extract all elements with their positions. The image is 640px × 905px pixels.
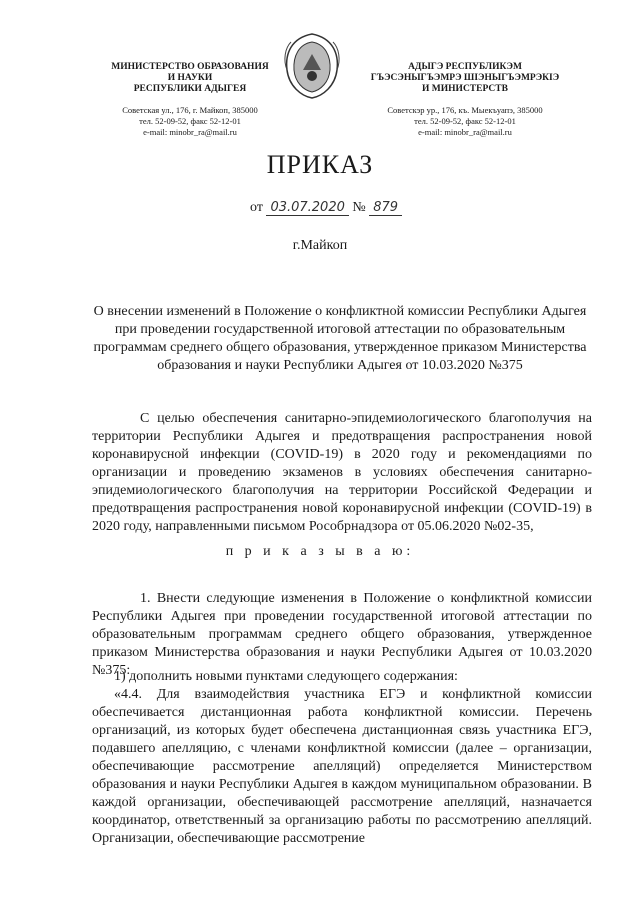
preamble-paragraph: С целью обеспечения санитарно-эпидемиологического благополучия на территории Республики Адыгея и предотвращения распространения новой коронавирусной инфекции (COVID-19) в 2020 году и рекомендациями по организации и проведению экзаменов в условиях обеспечения санитарно-эпидемиологического благополучия на территории Российской Федерации и предотвращения распространения новой коронавирусной инфекции (COVID-19) в 2020 году, направленными письмом Рособрнадзора от 05.06.2020 №02-35, bbox=[92, 411, 592, 534]
ministry-name-ady: АДЫГЭ РЕСПУБЛИКЭМ ГЪЭСЭНЫГЪЭМРЭ ШIЭНЫГЪЭМРЭКIЭ И МИНИСТЕРСТВ bbox=[370, 62, 560, 94]
order-date: 03.07.2020 bbox=[266, 200, 348, 216]
ministry-contact-ru: Советская ул., 176, г. Майкоп, 385000 тел. 52-09-52, факс 52-12-01 e-mail: minobr_ra@mail.ru bbox=[122, 105, 258, 137]
clause-4-4-paragraph: «4.4. Для взаимодействия участника ЕГЭ и конфликтной комиссии обеспечивается дистанционная работа конфликтной комиссии. Перечень организаций, из которых будет обеспечена дистанционная связь участника ЕГЭ, подавшего апелляцию, с членами конфликтной комиссии (далее – организации, обеспечивающие рассмотрение апелляций) определяется Министерством образования и науки Республики Адыгея в каждом муниципальном образовании. В каждой организации, обеспечивающей рассмотрение апелляций, назначается координатор, ответственный за организацию работы по рассмотрению апелляций. Организации, обеспечивающие рассмотрение bbox=[92, 687, 592, 846]
item-1-paragraph: 1. Внести следующие изменения в Положение о конфликтной комиссии Республики Адыгея при проведении государственной итоговой аттестации по образовательным программам среднего общего образования, утвержденное приказом Министерства образования и науки Республики Адыгея от 10.03.2020 №375: bbox=[92, 591, 592, 678]
document-title: ПРИКАЗ bbox=[266, 150, 374, 179]
order-command: п р и к а з ы в а ю: bbox=[225, 544, 415, 559]
order-number: 879 bbox=[369, 200, 402, 216]
order-subject: О внесении изменений в Положение о конфликтной комиссии Республики Адыгея при проведении государственной итоговой аттестации по образовательным программам среднего общего образования, утвержденное приказом Министерства образования и науки Республики Адыгея от 10.03.2020 №375 bbox=[93, 304, 587, 373]
ministry-header-russian bbox=[95, 62, 285, 138]
from-label: от bbox=[250, 200, 263, 215]
coat-of-arms-icon bbox=[281, 30, 343, 100]
order-date-number bbox=[250, 200, 402, 216]
sub-item-paragraph: 1) дополнить новыми пунктами следующего содержания: bbox=[114, 669, 458, 684]
ministry-header-adyghe bbox=[360, 62, 570, 138]
number-label: № bbox=[352, 200, 366, 215]
ministry-name-ru: МИНИСТЕРСТВО ОБРАЗОВАНИЯ И НАУКИ РЕСПУБЛИКИ АДЫГЕЯ bbox=[111, 62, 269, 94]
city: г.Майкоп bbox=[292, 238, 348, 253]
ministry-contact-ady: Советскэр ур., 176, къ. Мыекъуапэ, 385000 тел. 52-09-52, факс 52-12-01 e-mail: minobr_ra@mail.ru bbox=[387, 105, 543, 137]
